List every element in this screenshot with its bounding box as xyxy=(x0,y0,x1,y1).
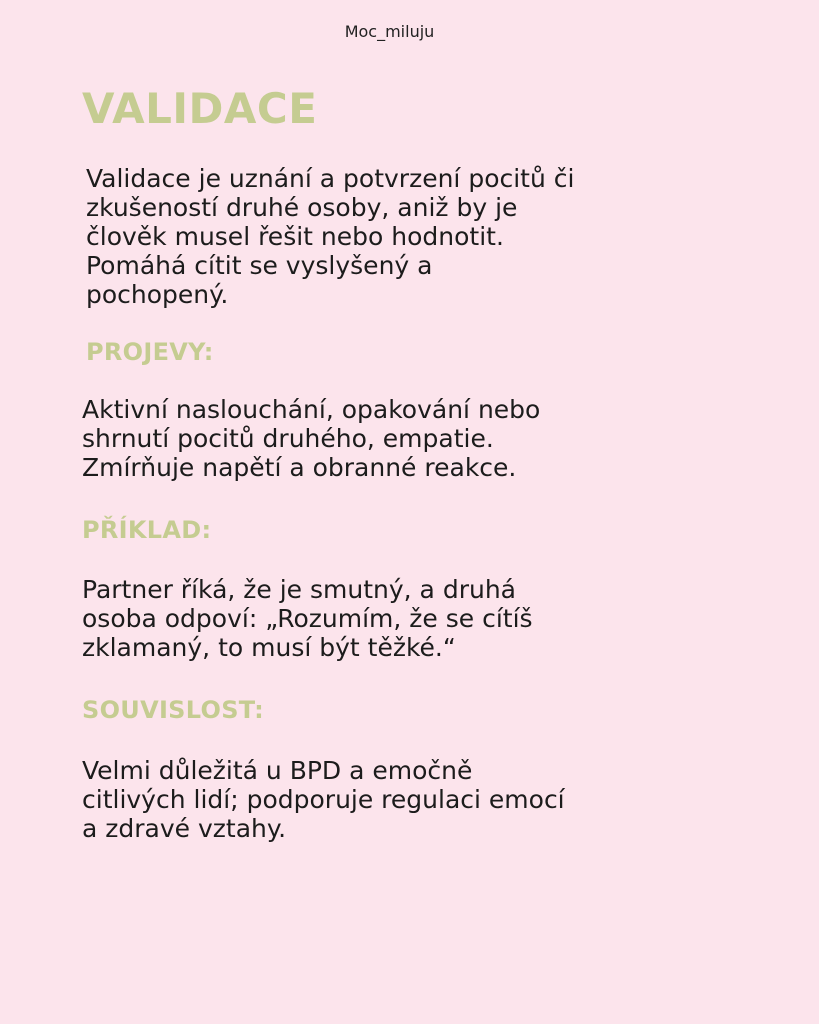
priklad-line: Partner říká, že je smutný, a druhá xyxy=(82,575,516,604)
souvislost-line: citlivých lidí; podporuje regulaci emocí xyxy=(82,785,565,814)
priklad-line: osoba odpoví: „Rozumím, že se cítíš xyxy=(82,604,533,633)
souvislost-line: a zdravé vztahy. xyxy=(82,814,287,843)
projevy-paragraph xyxy=(82,395,540,482)
souvislost-paragraph xyxy=(82,756,565,843)
intro-line: zkušeností druhé osoby, aniž by je xyxy=(86,193,518,222)
souvislost-heading: SOUVISLOST: xyxy=(82,696,265,724)
page-title: VALIDACE xyxy=(82,84,318,133)
projevy-line: shrnutí pocitů druhého, empatie. xyxy=(82,424,494,453)
souvislost-line: Velmi důležitá u BPD a emočně xyxy=(82,756,473,785)
projevy-line: Zmírňuje napětí a obranné reakce. xyxy=(82,453,517,482)
projevy-line: Aktivní naslouchání, opakování nebo xyxy=(82,395,541,424)
intro-line: pochopený. xyxy=(86,280,229,309)
priklad-line: zklamaný, to musí být těžké.“ xyxy=(82,633,456,662)
intro-line: člověk musel řešit nebo hodnotit. xyxy=(86,222,504,251)
intro-line: Validace je uznání a potvrzení pocitů či xyxy=(86,164,575,193)
projevy-heading: PROJEVY: xyxy=(86,338,214,366)
account-handle: Moc_miluju xyxy=(344,22,435,41)
intro-line: Pomáhá cítit se vyslyšený a xyxy=(86,251,433,280)
priklad-paragraph xyxy=(82,575,533,662)
intro-paragraph xyxy=(86,164,574,309)
priklad-heading: PŘÍKLAD: xyxy=(82,516,212,544)
